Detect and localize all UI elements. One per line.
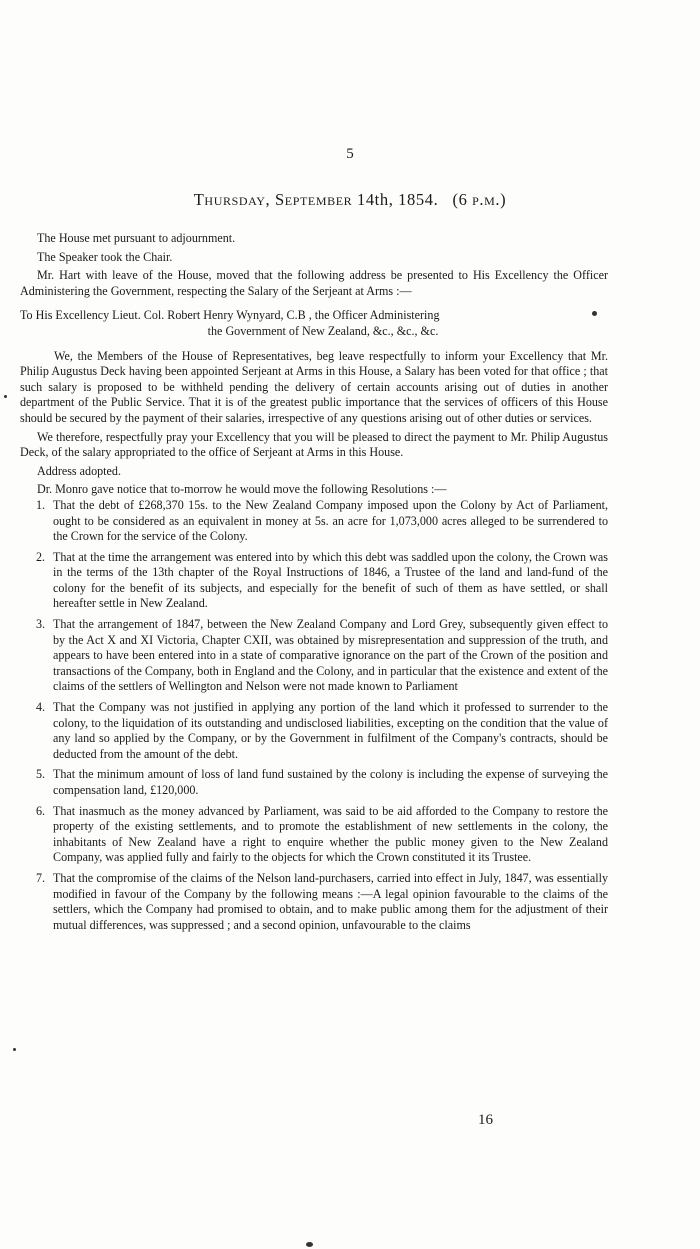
resolution-number: 5.: [36, 767, 46, 782]
heading-month: September: [275, 190, 353, 209]
resolution-item: [20, 700, 608, 762]
address-adopted: Address adopted.: [37, 463, 121, 478]
address-body: We, the Members of the House of Representatives, beg leave respectfully to inform your Excellency that Mr. Philip Augustus Deck having been appointed Serjeant at Arms in this House, a Salary has been voted for that office ; that such salary is proposed to be withheld pending the delivery of certain accounts arising out of duties in another department of the Public Service. That it is of the greatest public importance that the services of officers of this House should be secured by the payment of their salaries, irrespective of any questions arising out of other duties or services.: [20, 348, 608, 425]
resolution-text: That the compromise of the claims of the Nelson land-purchasers, carried into effect in July, 1847, was essentially modified in favour of the Company by the following means :—A legal opinion favourable to the claims of the settlers, which the Company had promised to obtain, and to make public among them for the adjustment of their mutual differences, was suppressed ; and a second opinion, unfavourable to the claims: [53, 870, 608, 932]
resolution-text: That at the time the arrangement was entered into by which this debt was saddled upon the colony, the Crown was in the terms of the 13th chapter of the Royal Instructions of 1846, a Trustee of the land and land-fund of the colony for the benefit of its subjects, and especially for the benefit of such of them as have settled, or shall hereafter settle in New Zealand.: [53, 549, 608, 611]
page-number: 5: [346, 146, 354, 162]
heading-time: (6 p.m.): [452, 190, 507, 209]
resolution-text: That the debt of £268,370 15s. to the New Zealand Company imposed upon the Colony by Act of Parliament, ought to be considered as an equivalent in money at 5s. an acre for 1,073,000 acres alleged to be surrendered to the Crown for the service of the Colony.: [53, 497, 608, 544]
resolution-number: 7.: [36, 870, 46, 885]
date-heading: [0, 190, 700, 210]
resolution-text: That the arrangement of 1847, between the New Zealand Company and Lord Grey, subsequently given effect to by the Act X and XI Victoria, Chapter CXII, was obtained by misrepresentation and suppression of the truth, and appears to have been entered into in a state of comparative ignorance on the part of the Crown of the position and transactions of the Company, both in England and the Colony, and in particular that the existence and extent of the claims of the settlers of Wellington and Nelson were not made known to Parliament: [53, 617, 608, 694]
ink-speck: [306, 1242, 313, 1247]
ink-speck: [592, 311, 597, 316]
resolution-item: [20, 871, 608, 933]
resolution-item: [20, 498, 608, 545]
resolution-item: [20, 617, 608, 695]
address-recipient-line-1: To His Excellency Lieut. Col. Robert Henry Wynyard, C.B , the Officer Administering: [20, 308, 440, 323]
heading-day: Thursday,: [193, 190, 271, 209]
address-recipient-line-2: the Government of New Zealand, &c., &c., &c.: [207, 323, 439, 338]
paragraph-speaker: The Speaker took the Chair.: [37, 249, 173, 264]
document-body: [20, 231, 608, 938]
resolution-number: 3.: [36, 617, 46, 632]
address-prayer: We therefore, respectfully pray your Excellency that you will be pleased to direct the payment to Mr. Philip Augustus Deck, of the salary appropriated to the office of Serjeant at Arms in this House.: [20, 429, 608, 460]
ink-speck: [13, 1048, 16, 1051]
paragraph-adjournment: The House met pursuant to adjournment.: [37, 231, 236, 245]
resolution-text: That the minimum amount of loss of land fund sustained by the colony is including the expense of surveying the compensation land, £120,000.: [53, 767, 608, 797]
resolutions-notice: Dr. Monro gave notice that to-morrow he would move the following Resolutions :—: [37, 482, 447, 497]
resolution-number: 2.: [36, 549, 46, 564]
resolution-item: [20, 550, 608, 612]
resolution-number: 6.: [36, 803, 46, 818]
resolution-item: [20, 804, 608, 866]
footer-page-number: 16: [478, 1112, 493, 1128]
resolution-text: That the Company was not justified in applying any portion of the land which it professed to surrender to the colony, to the liquidation of its outstanding and undisclosed liabilities, excepting on the condition that the value of any land so applied by the Company, or by the Government in fulfilment of the Company's contracts, should be deducted from the amount of the debt.: [53, 700, 608, 761]
resolution-number: 1.: [36, 497, 46, 512]
paragraph-motion: Mr. Hart with leave of the House, moved that the following address be presented to His Excellency the Officer Administering the Government, respecting the Salary of the Serjeant at Arms :—: [20, 268, 608, 298]
ink-speck: [4, 395, 7, 398]
resolution-item: [20, 767, 608, 798]
resolution-number: 4.: [36, 700, 46, 715]
heading-date: 14th, 1854.: [356, 190, 439, 209]
resolution-text: That inasmuch as the money advanced by Parliament, was said to be aid afforded to the Company to restore the property of the existing settlements, and to promote the establishment of new settlements in the colony, the inhabitants of New Zealand have a right to enquire whether the public money given to the New Zealand Company, was applied fully and fairly to the objects for which the Crown constituted it its Trustee.: [53, 803, 608, 865]
resolutions-list: [20, 498, 608, 933]
